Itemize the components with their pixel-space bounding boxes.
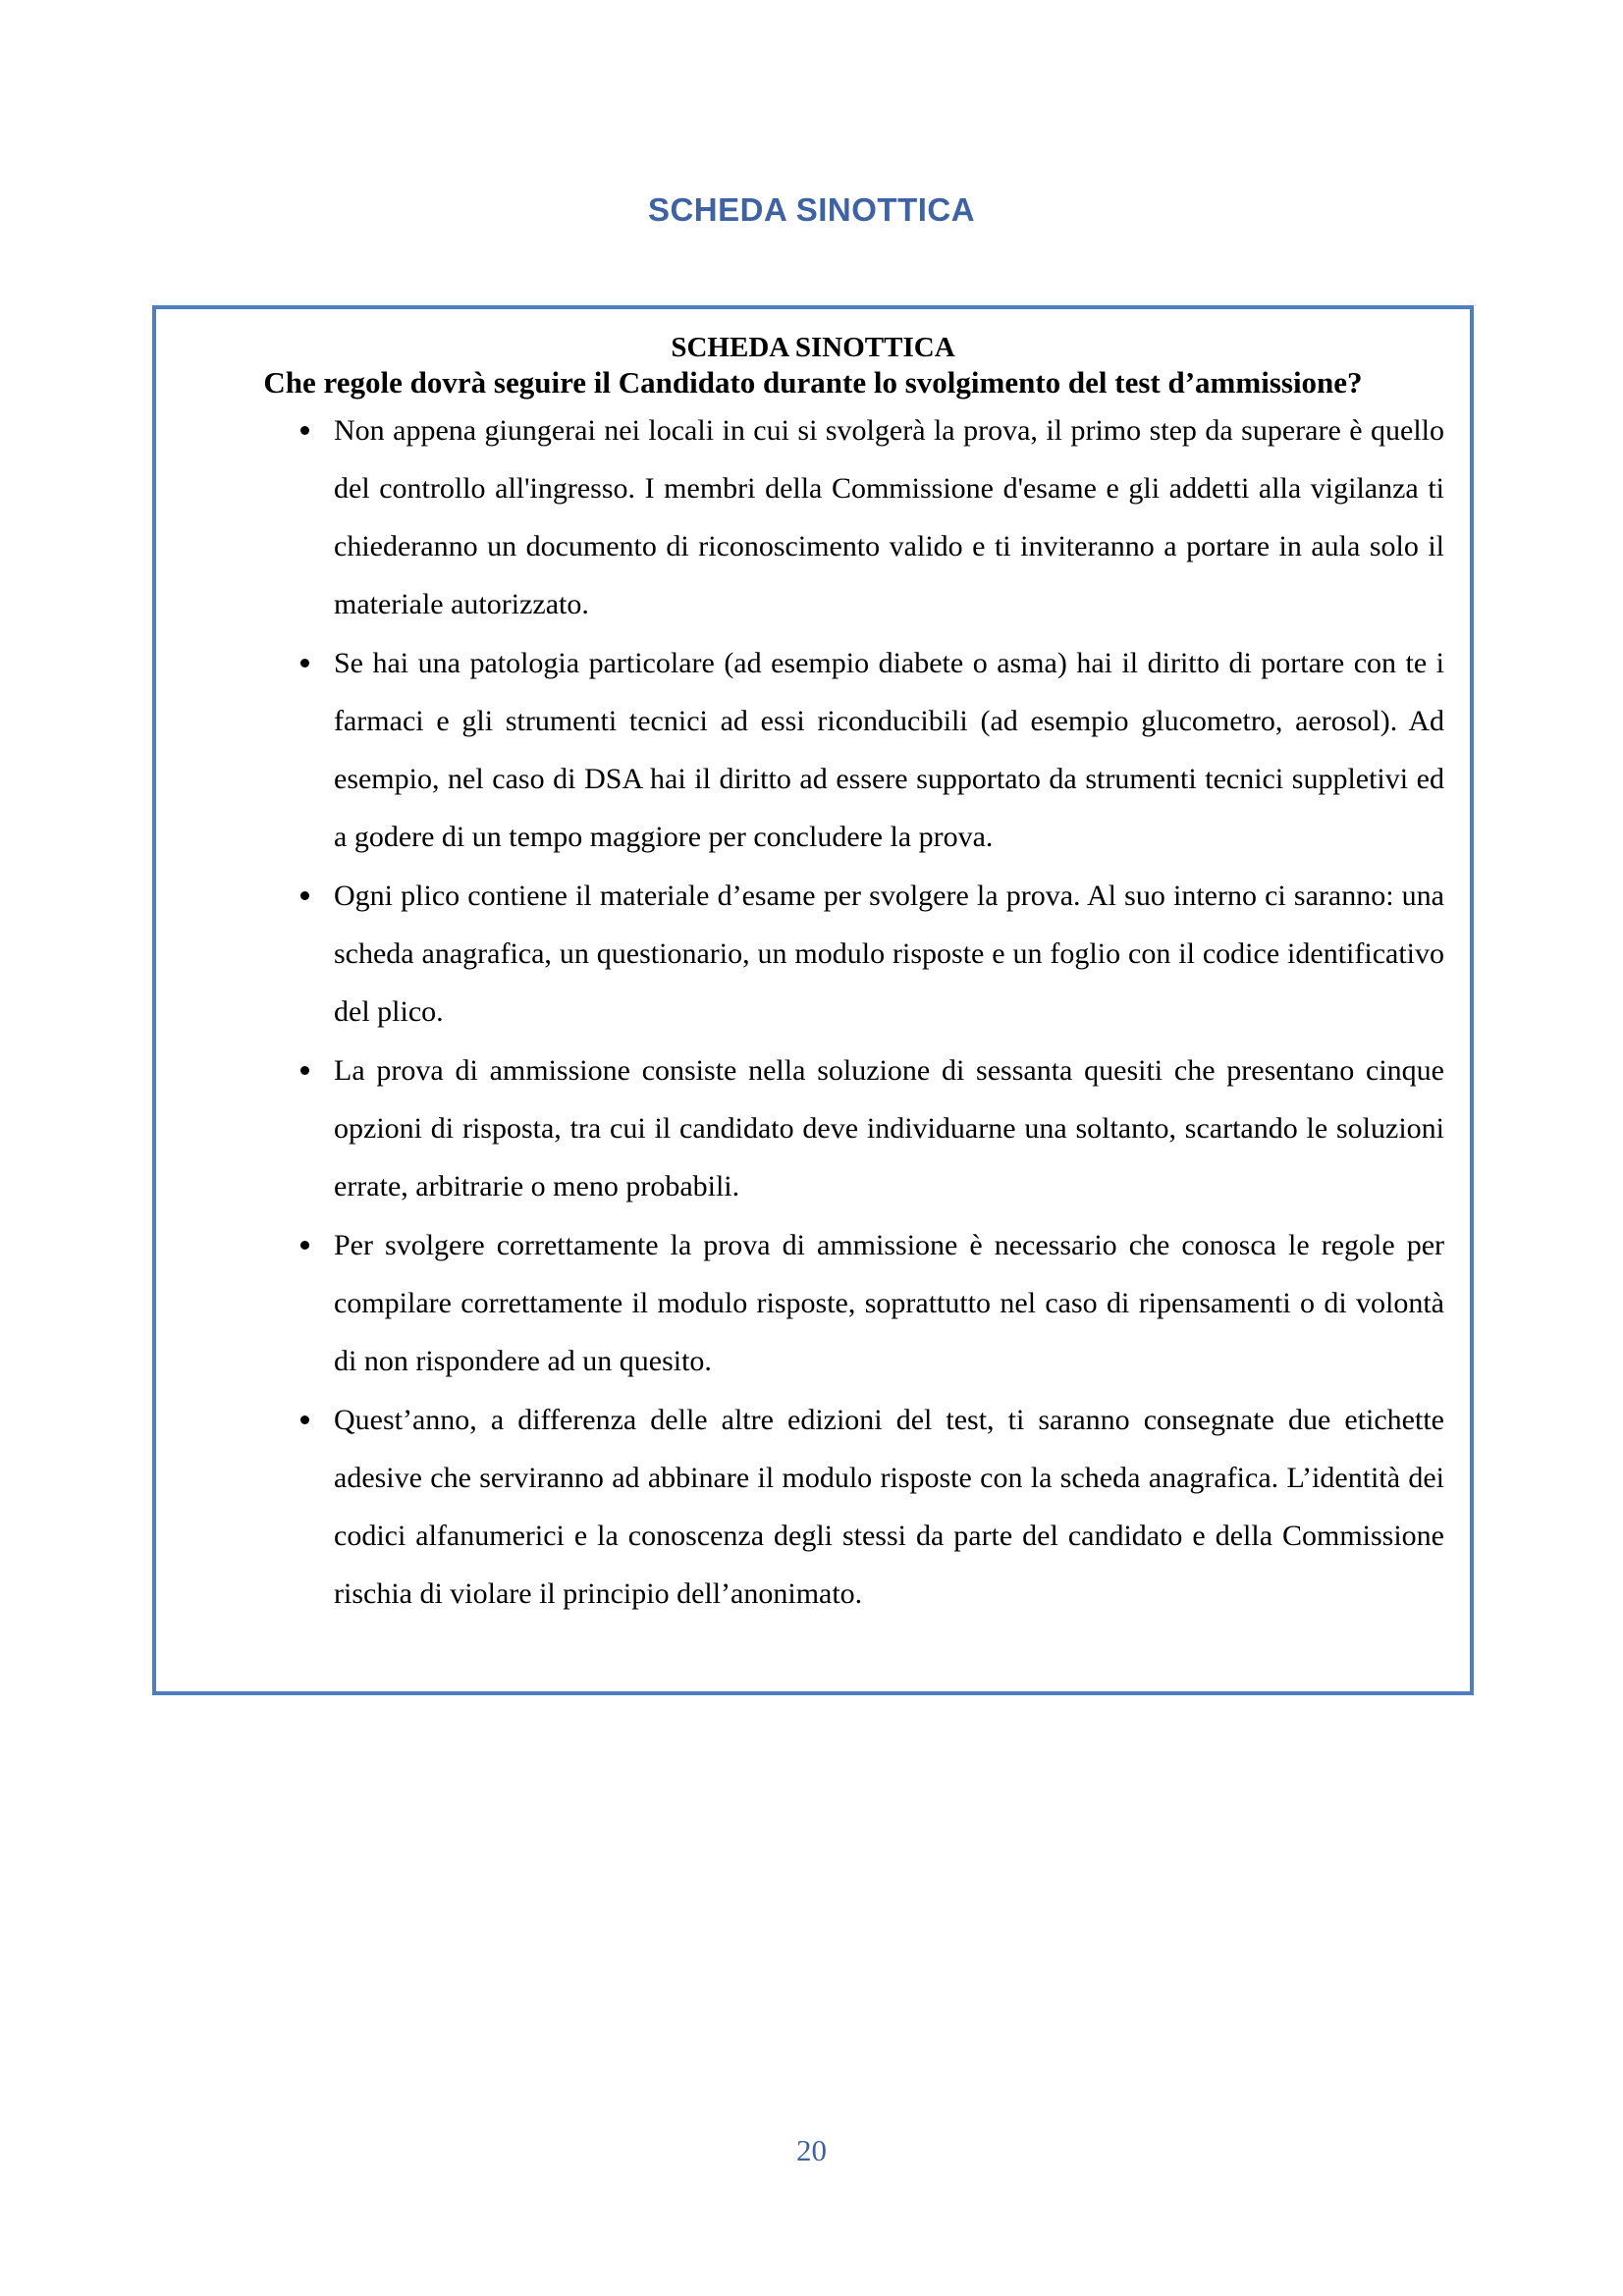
- list-item-text: Se hai una patologia particolare (ad esempio diabete o asma) hai il diritto di portare con te i farmaci e gli strumenti tecnici ad essi riconducibili (ad esempio glucometro, aerosol). Ad esempio, nel caso di DSA hai il diritto ad essere supportato da strumenti tecnici suppletivi ed a godere di un tempo maggiore per concludere la prova.: [334, 647, 1444, 853]
- bullet-icon: [300, 659, 309, 667]
- box-title: SCHEDA SINOTTICA: [671, 332, 955, 363]
- list-item: [180, 401, 1446, 633]
- list-item: [180, 634, 1446, 866]
- list-item: [180, 867, 1446, 1041]
- bullet-icon: [300, 891, 309, 900]
- page-number: 20: [796, 2133, 827, 2167]
- list-item-text: Non appena giungerai nei locali in cui si svolgerà la prova, il primo step da superare è quello del controllo all'ingresso. I membri della Commissione d'esame e gli addetti alla vigilanza ti chiederanno un documento di riconoscimento valido e ti inviteranno a portare in aula solo il materiale autorizzato.: [334, 414, 1444, 620]
- list-item: [180, 1041, 1446, 1215]
- page-title: SCHEDA SINOTTICA: [647, 191, 976, 228]
- list-item-text: Per svolgere correttamente la prova di ammissione è necessario che conosca le regole per compilare correttamente il modulo risposte, soprattutto nel caso di ripensamenti o di volontà di non rispondere ad un quesito.: [334, 1229, 1444, 1377]
- list-item: [180, 1391, 1446, 1623]
- bullet-icon: [300, 1241, 309, 1250]
- bullet-icon: [300, 426, 309, 435]
- synoptic-box: [152, 305, 1474, 1695]
- list-item: [180, 1216, 1446, 1390]
- bullet-icon: [300, 1415, 309, 1424]
- list-item-text: Quest’anno, a differenza delle altre edizioni del test, ti saranno consegnate due etichette adesive che serviranno ad abbinare il modulo risposte con la scheda anagrafica. L’identità dei codici alfanumerici e la conoscenza degli stessi da parte del candidato e della Commissione rischia di violare il principio dell’anonimato.: [334, 1404, 1444, 1610]
- list-item-text: Ogni plico contiene il materiale d’esame per svolgere la prova. Al suo interno ci saranno: una scheda anagrafica, un questionario, un modulo risposte e un foglio con il codice identificativo del plico.: [334, 880, 1444, 1028]
- bullet-icon: [300, 1066, 309, 1075]
- rules-list: [180, 401, 1446, 1623]
- box-question: Che regole dovrà seguire il Candidato durante lo svolgimento del test d’ammissione?: [263, 365, 1363, 400]
- list-item-text: La prova di ammissione consiste nella soluzione di sessanta quesiti che presentano cinque opzioni di risposta, tra cui il candidato deve individuarne una soltanto, scartando le soluzioni errate, arbitrarie o meno probabili.: [334, 1054, 1444, 1202]
